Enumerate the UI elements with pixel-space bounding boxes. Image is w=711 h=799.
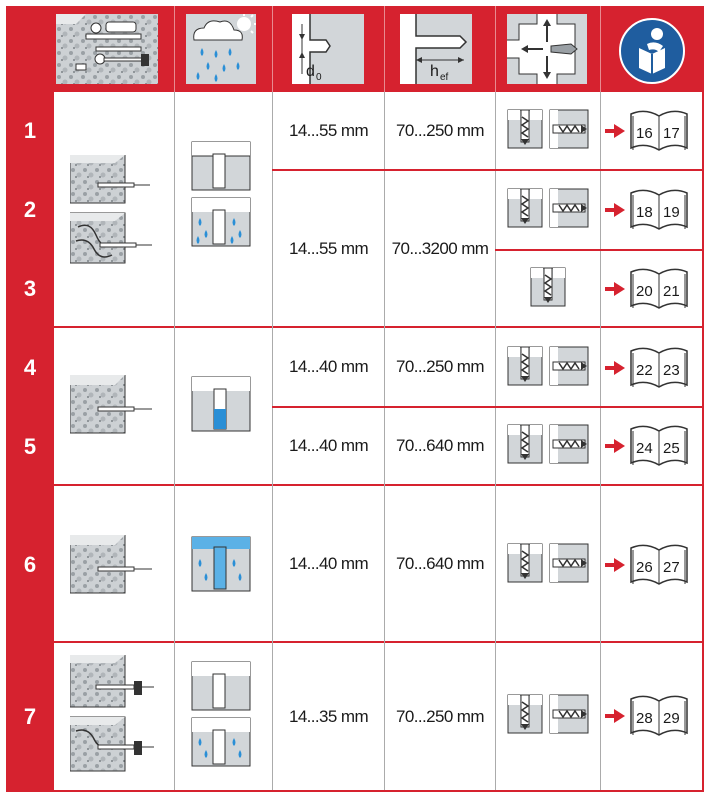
hole-condition-submerged — [190, 535, 254, 595]
arrow-right-icon — [604, 202, 626, 218]
row-number: 1 — [23, 118, 37, 143]
arrow-right-icon — [604, 557, 626, 573]
svg-text:ef: ef — [440, 72, 449, 83]
hole-diameter-value: 14...35 mm — [288, 706, 369, 726]
wet-conditions-icon — [186, 14, 256, 84]
horizontal-install-icon — [549, 188, 589, 233]
column-divider — [174, 92, 175, 790]
hole-diameter-value: 14...55 mm — [288, 120, 369, 140]
horizontal-install-icon — [549, 694, 589, 739]
horizontal-install-icon — [549, 346, 589, 391]
hole-diameter-icon — [292, 14, 364, 84]
manual-book-icon — [619, 18, 685, 84]
load-direction-icons — [496, 186, 600, 234]
manual-page-link[interactable] — [626, 541, 692, 589]
manual-page-link[interactable] — [626, 344, 692, 392]
vertical-install-icon — [507, 543, 543, 588]
page-number-right: 29 — [663, 710, 680, 727]
vertical-install-icon — [507, 188, 543, 233]
arrow-right-icon — [604, 438, 626, 454]
embedment-depth-value: 70...640 mm — [396, 553, 484, 573]
hole-condition-water-filled — [190, 375, 254, 435]
page-number-left: 22 — [636, 362, 653, 379]
row-number: 7 — [23, 703, 37, 729]
page-number-right: 19 — [663, 204, 680, 221]
load-direction-icons — [496, 344, 600, 392]
embedment-depth-value: 70...250 mm — [396, 706, 484, 726]
installation-image-water — [70, 535, 160, 595]
row-number: 4 — [23, 355, 37, 380]
column-divider — [600, 92, 601, 790]
arrow-right-icon — [604, 360, 626, 376]
horizontal-install-icon — [549, 424, 589, 469]
header-divider — [600, 6, 601, 92]
page-number-left: 26 — [636, 559, 653, 576]
installation-image-hollow-drill — [70, 655, 160, 775]
page-number-left: 20 — [636, 283, 653, 300]
svg-text:0: 0 — [316, 72, 322, 83]
hole-diameter-value: 14...40 mm — [288, 553, 369, 573]
load-direction-icons — [496, 265, 600, 313]
installation-image-dry — [70, 375, 160, 435]
installation-method-icon — [56, 14, 158, 84]
hole-condition-dry-and-wet — [190, 660, 254, 770]
embedment-depth-value: 70...250 mm — [396, 120, 484, 140]
load-direction-icons — [496, 541, 600, 589]
row-number: 2 — [23, 197, 37, 222]
svg-text:d: d — [306, 63, 315, 80]
arrow-right-icon — [604, 708, 626, 724]
header-divider — [384, 6, 385, 92]
vertical-install-icon — [507, 109, 543, 154]
arrow-right-icon — [604, 281, 626, 297]
vertical-install-icon — [530, 267, 566, 312]
horizontal-install-icon — [549, 543, 589, 588]
manual-page-link[interactable] — [626, 265, 692, 313]
page-number-right: 17 — [663, 125, 680, 142]
vertical-install-icon — [507, 346, 543, 391]
installation-image-dry-cracked — [70, 155, 160, 265]
page-number-right: 27 — [663, 559, 680, 576]
header-divider — [272, 6, 273, 92]
page-number-right: 25 — [663, 440, 680, 457]
page-number-left: 18 — [636, 204, 653, 221]
vertical-install-icon — [507, 694, 543, 739]
embedment-depth-value: 70...250 mm — [396, 357, 484, 376]
hole-condition-dry-and-wet — [190, 140, 254, 250]
load-direction-icons — [496, 692, 600, 740]
header-divider — [495, 6, 496, 92]
row-number: 6 — [23, 551, 37, 577]
horizontal-install-icon — [549, 109, 589, 154]
manual-page-link[interactable] — [626, 186, 692, 234]
row-number: 5 — [23, 434, 37, 459]
load-direction-icons — [496, 422, 600, 470]
hole-diameter-value: 14...40 mm — [288, 436, 369, 455]
vertical-install-icon — [507, 424, 543, 469]
manual-page-link[interactable] — [626, 107, 692, 155]
load-directions-icon — [507, 14, 587, 84]
page-number-left: 16 — [636, 125, 653, 142]
load-direction-icons — [496, 107, 600, 155]
page-number-right: 21 — [663, 283, 680, 300]
embedment-depth-value: 70...3200 mm — [391, 238, 489, 258]
header-divider — [174, 6, 175, 92]
arrow-right-icon — [604, 123, 626, 139]
page-number-left: 24 — [636, 440, 653, 457]
page-number-left: 28 — [636, 710, 653, 727]
row-number: 3 — [23, 276, 37, 301]
manual-page-link[interactable] — [626, 692, 692, 740]
embedment-depth-value: 70...640 mm — [396, 436, 484, 455]
hole-diameter-value: 14...40 mm — [288, 357, 369, 376]
svg-text:h: h — [430, 63, 439, 80]
row-separator — [495, 249, 702, 251]
embedment-depth-icon — [400, 14, 472, 84]
manual-page-link[interactable] — [626, 422, 692, 470]
page-number-right: 23 — [663, 362, 680, 379]
hole-diameter-value: 14...55 mm — [288, 238, 369, 258]
